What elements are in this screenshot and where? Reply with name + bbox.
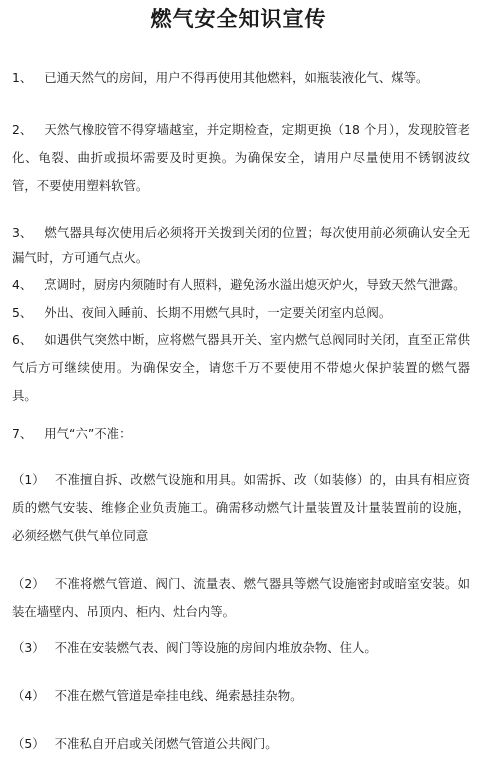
item-5 bbox=[12, 300, 470, 325]
rule-number: （3） bbox=[12, 640, 45, 655]
item-number: 1、 bbox=[12, 70, 33, 85]
item-number: 6、 bbox=[12, 332, 33, 347]
item-text: 外出、夜间入睡前、长期不用燃气具时，一定要关闭室内总阀。 bbox=[44, 305, 392, 320]
rule-number: （4） bbox=[12, 688, 45, 703]
rule-text: 不准擅自拆、改燃气设施和用具。如需拆、改（如装修）的，由具有相应资质的燃气安装、维修企业负责施工。确需移动燃气计量装置及计量装置前的设施，必须经燃气供气单位同意 bbox=[12, 472, 470, 543]
rule-number: （1） bbox=[12, 472, 45, 487]
item-text: 天然气橡胶管不得穿墙越室，并定期检查，定期更换（18 个月），发现胶管老化、龟裂、曲折或损坏需要及时更换。为确保安全，请用户尽量使用不锈钢波纹管，不要使用塑料软管。 bbox=[12, 122, 470, 193]
item-1 bbox=[12, 64, 470, 92]
rule-2 bbox=[12, 570, 470, 626]
rule-text: 不准私自开启或关闭燃气管道公共阀门。 bbox=[54, 736, 278, 751]
rule-1 bbox=[12, 466, 470, 550]
rule-text: 不准在安装燃气表、阀门等设施的房间内堆放杂物、住人。 bbox=[54, 640, 377, 655]
item-number: 5、 bbox=[12, 305, 33, 320]
item-4 bbox=[12, 272, 470, 297]
item-2 bbox=[12, 116, 470, 200]
item-text: 已通天然气的房间，用户不得再使用其他燃料，如瓶装液化气、煤等。 bbox=[44, 70, 429, 85]
item-text: 烹调时，厨房内须随时有人照料，避免汤水溢出熄灭炉火，导致天然气泄露。 bbox=[44, 277, 466, 292]
item-number: 7、 bbox=[12, 426, 33, 441]
item-text: 如遇供气突然中断，应将燃气器具开关、室内燃气总阀同时关闭，直至正常供气后方可继续使用。为确保安全，请您千万不要使用不带熄火保护装置的燃气器具。 bbox=[12, 332, 470, 403]
rule-5 bbox=[12, 730, 470, 758]
item-text: 燃气器具每次使用后必须将开关拨到关闭的位置；每次使用前必须确认安全无漏气时，方可通气点火。 bbox=[12, 225, 470, 265]
rule-number: （5） bbox=[12, 736, 45, 751]
item-3 bbox=[12, 220, 470, 270]
item-6 bbox=[12, 326, 470, 410]
rule-text: 不准将燃气管道、阀门、流量表、燃气器具等燃气设施密封或暗室安装。如装在墙壁内、吊顶内、柜内、灶台内等。 bbox=[12, 576, 470, 619]
rule-3 bbox=[12, 634, 470, 662]
rule-text: 不准在燃气管道是牵挂电线、绳索悬挂杂物。 bbox=[54, 688, 303, 703]
rule-number: （2） bbox=[12, 576, 45, 591]
rule-4 bbox=[12, 682, 470, 710]
item-number: 4、 bbox=[12, 277, 33, 292]
document-title: 燃气安全知识宣传 bbox=[150, 7, 327, 31]
item-number: 2、 bbox=[12, 122, 33, 137]
item-7 bbox=[12, 420, 470, 448]
item-number: 3、 bbox=[12, 225, 33, 240]
item-text: 用气“六”不准： bbox=[44, 426, 132, 441]
